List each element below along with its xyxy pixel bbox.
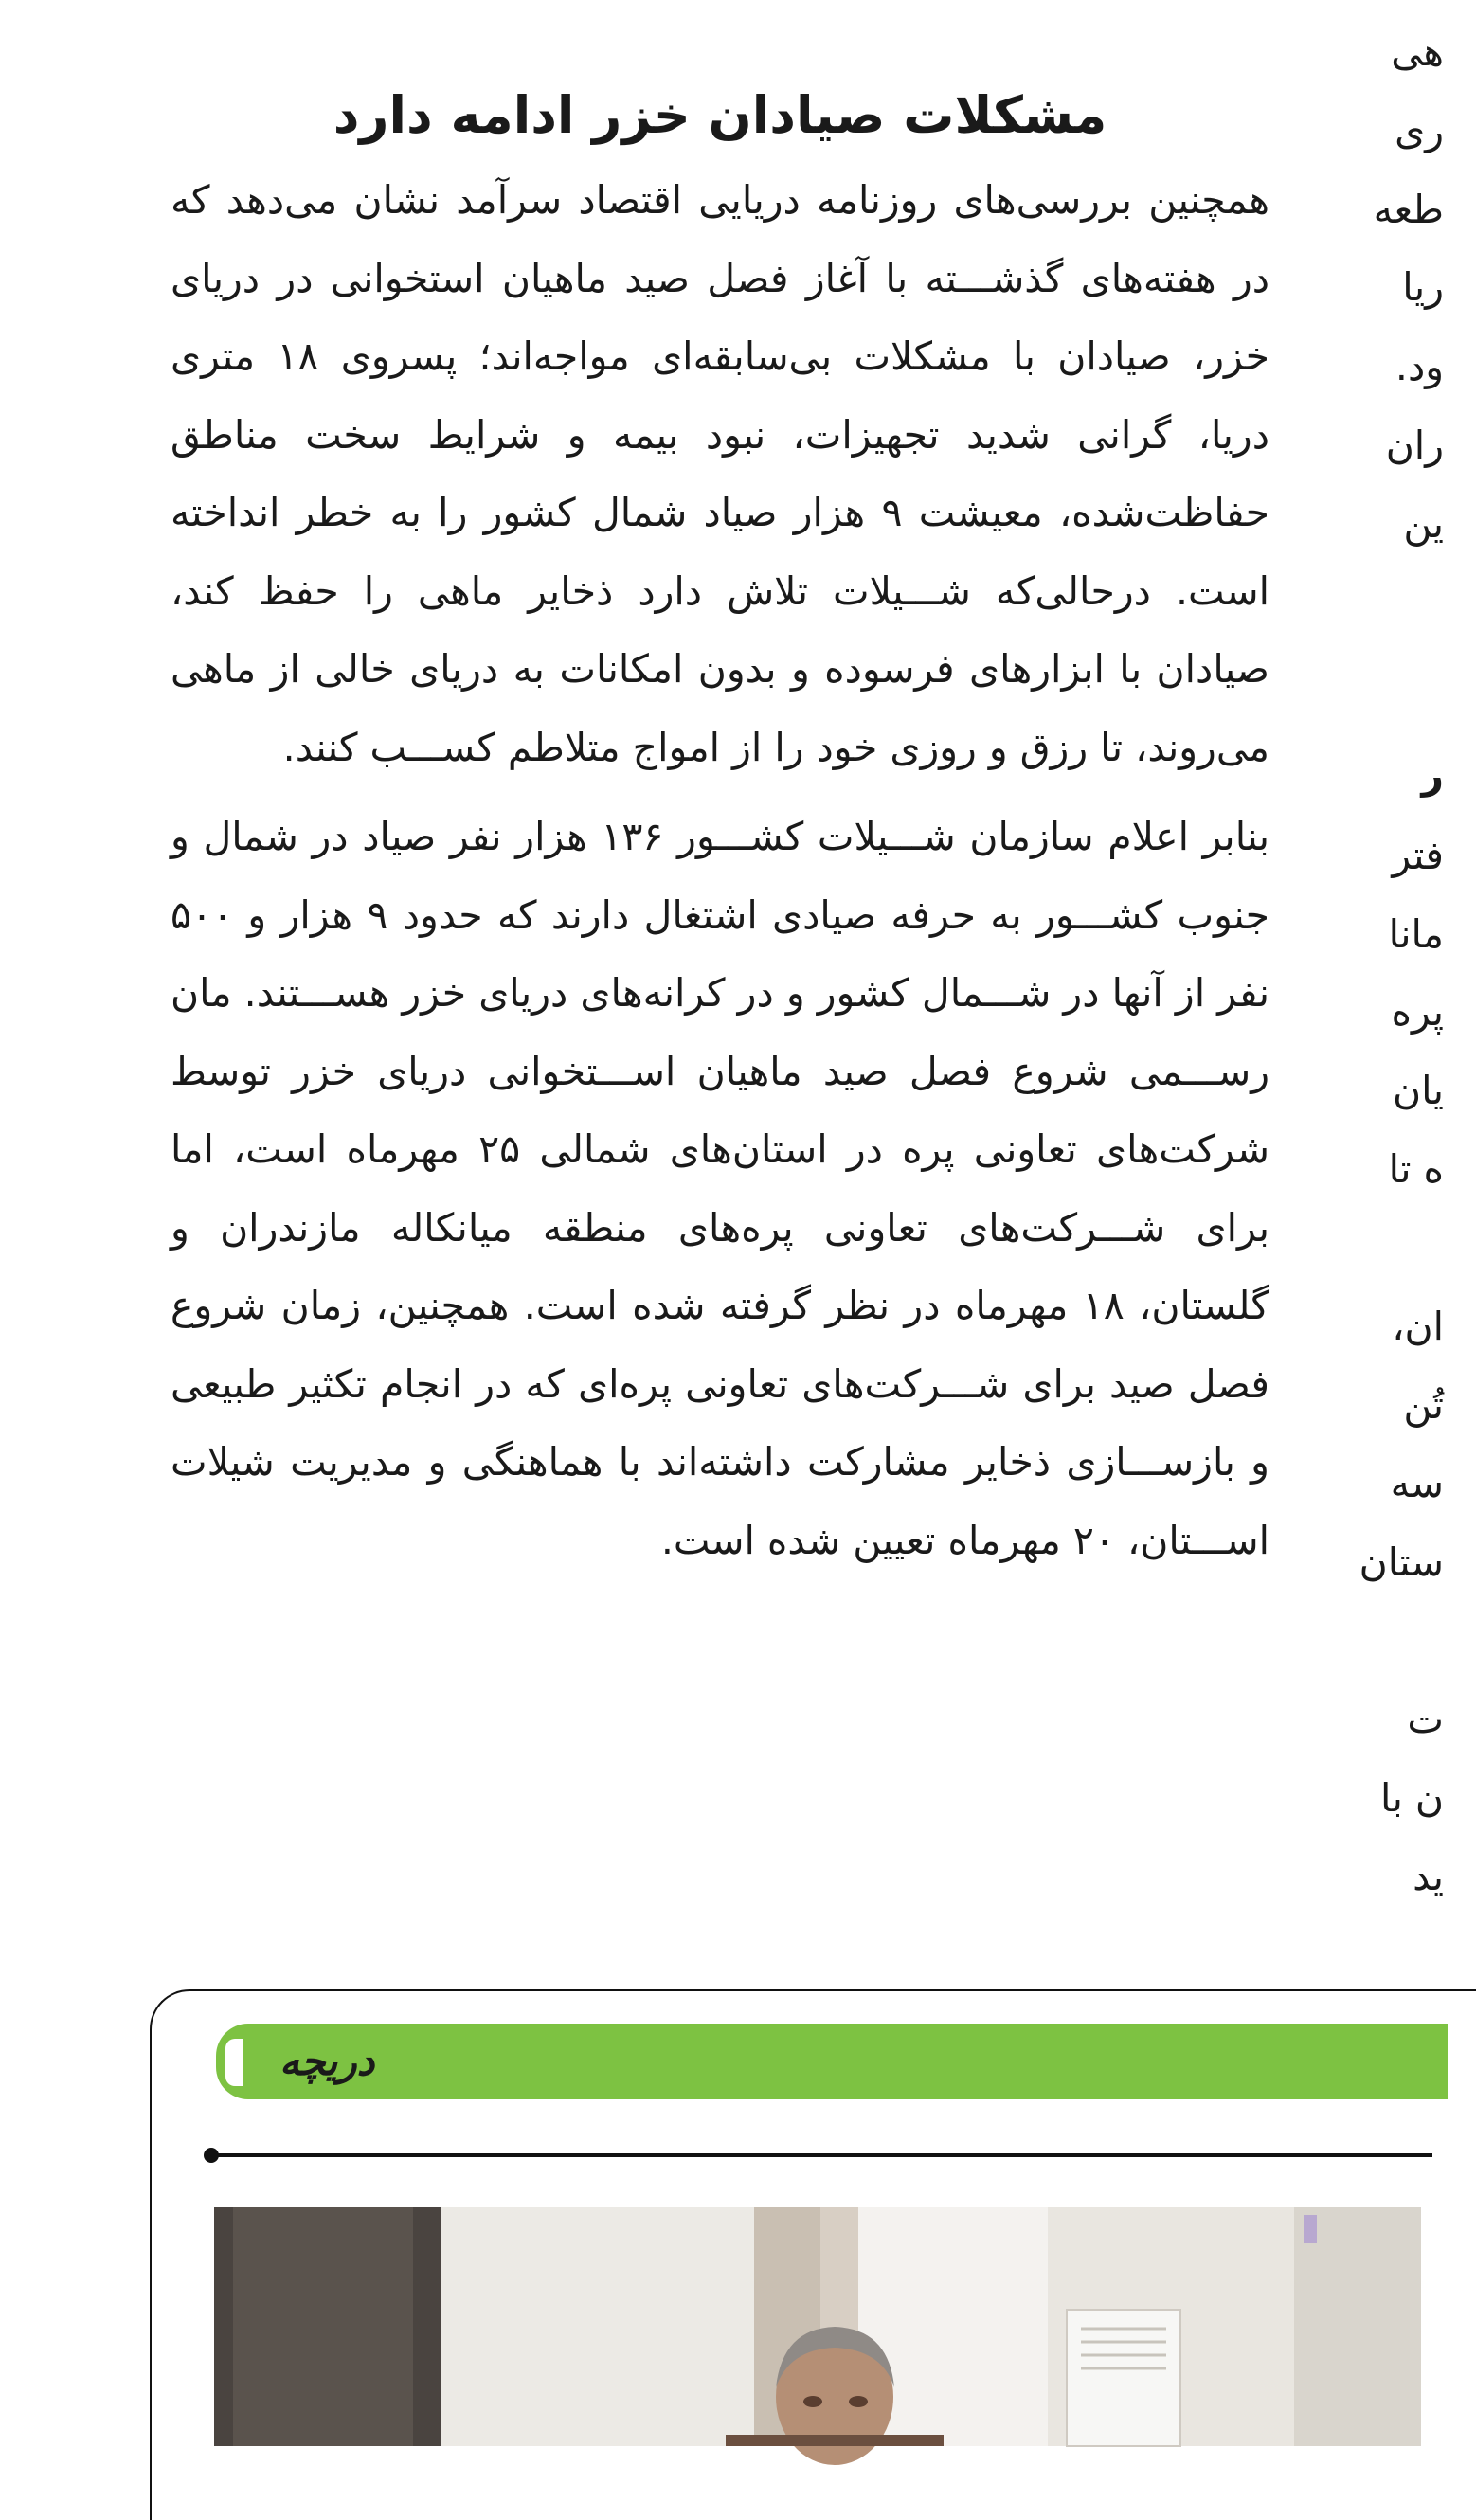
article-paragraph: همچنین بررسی‌های روزنامه دریایی اقتصاد سرآمد نشان می‌دهد که در هفته‌های گذشـــته با آغاز فصل صید ماهیان استخوانی در دریای خزر، صیادان با مشکلات بی‌سابقه‌ای مواجه‌اند؛ پسروی ۱۸ متری دریا، گرانی شدید تجهیزات، نبود بیمه و شرایط سخت مناطق حفاظت‌شده، معیشت ۹ هزار صیاد شمال کشور را به خطر انداخته است. درحالی‌که شـــیلات تلاش دارد ذخایر ماهی را حفظ کند، صیادان با ابزارهای فرسوده و بدون امکانات به دریای خالی از ماهی می‌روند، تا رزق و روزی خود را از امواج متلاطم کســـب کنند. (171, 177, 1270, 770)
adjacent-column-fragment: ن با (1379, 1775, 1444, 1821)
adjacent-column-fragment: هی (1391, 29, 1444, 75)
photo-illustration (214, 2207, 1421, 2446)
banner-notch (225, 2039, 243, 2086)
adjacent-column-fragment: سه (1390, 1461, 1444, 1506)
adjacent-column-fragment: یان (1392, 1068, 1444, 1113)
adjacent-column-fragment: پره (1391, 989, 1444, 1035)
window-rule (210, 2153, 1432, 2157)
adjacent-column-heading-fragment: ر (1421, 752, 1444, 798)
adjacent-column-fragment: ستان (1359, 1539, 1444, 1585)
adjacent-column-fragment: مانا (1388, 911, 1444, 957)
adjacent-column-fragment: طعه (1373, 187, 1444, 232)
article-body (171, 161, 1269, 1579)
adjacent-column-fragment: ین (1403, 501, 1444, 547)
adjacent-column-fragment: ید (1413, 1854, 1444, 1899)
article-headline: مشکلات صیادان خزر ادامه دارد (333, 85, 1107, 145)
adjacent-column-fragment: ود. (1395, 344, 1444, 389)
adjacent-column-fragment: ه تا (1388, 1146, 1444, 1192)
window-label: دریچه (279, 2038, 375, 2084)
adjacent-column-fragment: ری (1395, 108, 1444, 153)
window-photo (214, 2207, 1421, 2446)
adjacent-column (1357, 0, 1444, 1952)
adjacent-column-fragment: ریا (1402, 264, 1444, 310)
adjacent-column-fragment: ت (1407, 1697, 1444, 1742)
adjacent-column-fragment: ان، (1392, 1304, 1444, 1349)
adjacent-column-fragment: تُن (1403, 1382, 1444, 1428)
adjacent-column-fragment: فتر (1392, 833, 1444, 878)
adjacent-column-fragment: ران (1385, 423, 1444, 468)
article-paragraph: بنابر اعلام سازمان شـــیلات کشـــور ۱۳۶ هزار نفر صیاد در شمال و جنوب کشـــور به حرفه صیادی اشتغال دارند که حدود ۹ هزار و ۵۰۰ نفر از آنها در شـــمال کشور و در کرانه‌های دریای خزر هســـتند. مان رســـمی شروع فصل صید ماهیان اســـتخوانی دریای خزر توسط شرکت‌های تعاونی پره در استان‌های شمالی ۲۵ مهرماه است، اما برای شـــرکت‌های تعاونی پره‌های منطقه میانکاله مازندران و گلستان، ۱۸ مهرماه در نظر گرفته شده است. همچنین، زمان شروع فصل صید برای شـــرکت‌های تعاونی پره‌ای که در انجام تکثیر طبیعی و بازســـازی ذخایر مشارکت داشته‌اند با هماهنگی و مدیریت شیلات اســـتان، ۲۰ مهرماه تعیین شده است. (171, 814, 1269, 1563)
